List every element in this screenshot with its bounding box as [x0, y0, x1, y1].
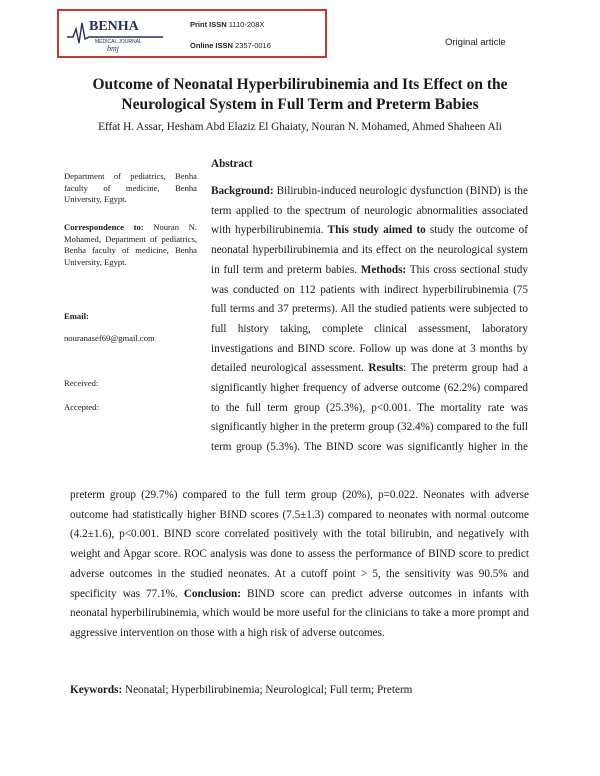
journal-logo-box: [57, 9, 327, 58]
print-issn: Print ISSN 1110-208X: [190, 20, 265, 29]
received-label: Received:: [64, 378, 99, 388]
author-list: Effat H. Assar, Hesham Abd Elaziz El Ghaiaty, Nouran N. Mohamed, Ahmed Shaheen Ali: [98, 121, 502, 133]
affiliation: Department of pediatrics, Benha faculty of medicine, Benha University, Egypt.: [64, 171, 197, 204]
correspondence: Correspondence to: Nouran N. Mohamed, Department of pediatrics, Benha faculty of medicine, Benha University, Egypt.: [64, 222, 197, 267]
abstract-heading: Abstract: [211, 158, 253, 170]
svg-text:BENHA: BENHA: [89, 19, 139, 34]
journal-logo: [65, 15, 165, 53]
abstract-body-bottom: preterm group (29.7%) compared to the full term group (20%), p=0.022. Neonates with adverse outcome had statistically higher BIND scores (7.5±1.3) compared to neonates with normal outcome (4.2±1.6), p<0.001. BIND score correlated positively with the total bilirubin, and negatively with weight and Apgar score. ROC analysis was done to assess the performance of BIND score to predict adverse outcomes in the studied neonates. At a cutoff point > 5, the sensitivity was 90.5% and specificity was 77.1%. Conclusion: BIND score can predict adverse outcomes in infants with neonatal hyperbilirubinemia, which would be more useful for the clinicians to take a more prompt and aggressive intervention on those with a high risk of adverse outcomes.: [70, 489, 529, 639]
abstract-body-top: Background: Bilirubin-induced neurologic dysfunction (BIND) is the term applied to the spectrum of neurologic abnormalities associated with hyperbilirubinemia. This study aimed to study the outcome of neonatal hyperbilirubinemia and its effect on the neurological system in full term and preterm babies. Methods: This cross sectional study was conducted on 112 patients with indirect hyperbilirubinemia (75 full terms and 37 preterms). All the studied patients were subjected to full history taking, complete clinical assessment, laboratory investigations and BIND score. Follow up was done at 3 months by detailed neurological assessment. Results: The preterm group had a significantly higher frequency of adverse outcome (62.2%) compared to the full term group (25.3%), p<0.001. The mortality rate was significantly higher in the preterm group (32.4%) compared to the full term group (5.3%). The BIND score was significantly higher in the: [211, 185, 528, 454]
email-value: nouranasef69@gmail.com: [64, 333, 155, 343]
svg-text:MEDICAL JOURNAL: MEDICAL JOURNAL: [95, 39, 142, 45]
email-label: Email:: [64, 311, 89, 321]
keywords: Keywords: Neonatal; Hyperbilirubinemia; Neurological; Full term; Preterm: [70, 684, 413, 696]
accepted-label: Accepted:: [64, 402, 99, 412]
article-type: Original article: [445, 37, 506, 48]
online-issn: Online ISSN 2357-0016: [190, 41, 271, 50]
svg-text:bmj: bmj: [107, 44, 119, 53]
paper-title: Outcome of Neonatal Hyperbilirubinemia and Its Effect on the Neurological System in Full Term and Preterm Babies: [92, 76, 508, 113]
